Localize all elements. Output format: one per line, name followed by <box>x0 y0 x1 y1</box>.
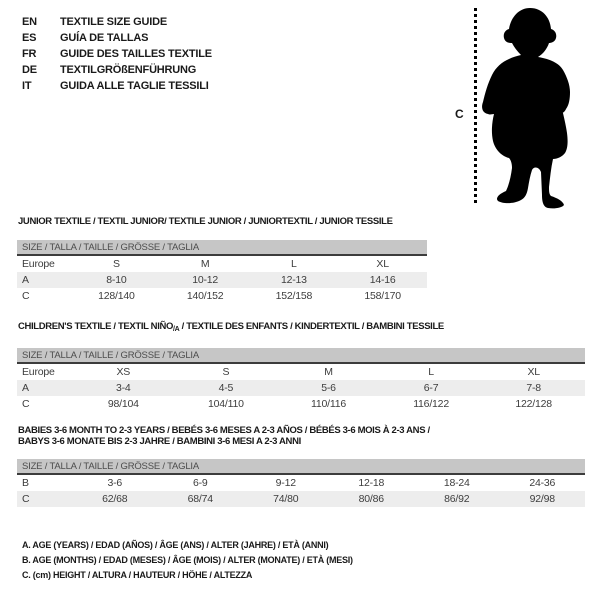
table-cell: 62/68 <box>102 493 128 505</box>
table-title-line <box>18 425 585 436</box>
table-cell: 10-12 <box>192 274 219 286</box>
row-label: C <box>22 290 30 302</box>
table-cell: 104/110 <box>208 398 244 410</box>
table-cell: 116/122 <box>413 398 449 410</box>
table-title-text: /A <box>173 326 180 333</box>
table-title <box>17 321 585 335</box>
table-cell: 92/98 <box>529 493 555 505</box>
table-row <box>17 256 427 272</box>
language-title: GUIDA ALLE TAGLIE TESSILI <box>60 80 209 92</box>
junior-textile-table-section <box>17 216 427 304</box>
row-label: A <box>22 274 29 286</box>
row-label: C <box>22 398 30 410</box>
footnote-line: A. AGE (YEARS) / EDAD (AÑOS) / ÂGE (ANS) / ALTER (JAHRE) / ETÀ (ANNI) <box>22 540 329 550</box>
table-row <box>17 475 585 491</box>
table-cell: 74/80 <box>273 493 299 505</box>
table-row <box>17 380 585 396</box>
height-measure-line <box>474 8 477 206</box>
row-label: C <box>22 493 30 505</box>
table-cell: 8-10 <box>106 274 127 286</box>
language-code: DE <box>22 64 37 76</box>
table-title <box>17 425 585 447</box>
table-cell: 5-6 <box>321 382 336 394</box>
size-header-bar: SIZE / TALLA / TAILLE / GRÖSSE / TAGLIA <box>17 459 585 475</box>
table-title-text: CHILDREN'S TEXTILE / TEXTIL NIÑO <box>18 321 174 332</box>
table-cell: XL <box>376 258 389 270</box>
footnote-line: B. AGE (MONTHS) / EDAD (MESES) / ÂGE (MOIS) / ALTER (MONATE) / ETÀ (MESI) <box>22 555 353 565</box>
language-code: FR <box>22 48 37 60</box>
language-code: ES <box>22 32 37 44</box>
table-cell: 98/104 <box>107 398 139 410</box>
table-row <box>17 272 427 288</box>
table-row <box>17 396 585 412</box>
language-title: TEXTILGRÖßENFÜHRUNG <box>60 64 197 76</box>
table-title-text: BABYS 3-6 MONATE BIS 2-3 JAHRE / BAMBINI 3-6 MESI A 2-3 ANNI <box>18 436 301 447</box>
table-row <box>17 288 427 304</box>
table-cell: M <box>324 366 333 378</box>
table-title-text: / TEXTILE DES ENFANTS / KINDERTEXTIL / BAMBINI TESSILE <box>179 321 444 332</box>
table-cell: 3-4 <box>116 382 131 394</box>
table-cell: S <box>222 366 230 378</box>
row-label: B <box>22 477 29 489</box>
table-cell: 7-8 <box>526 382 541 394</box>
table-title-text: JUNIOR TEXTILE / TEXTIL JUNIOR/ TEXTILE JUNIOR / JUNIORTEXTIL / JUNIOR TESSILE <box>18 216 393 227</box>
language-list <box>22 14 212 94</box>
table-cell: 86/92 <box>444 493 470 505</box>
language-row <box>22 46 212 62</box>
table-cell: XS <box>116 366 131 378</box>
table-cell: 3-6 <box>107 477 123 489</box>
table-row <box>17 491 585 507</box>
table-cell: 68/74 <box>187 493 213 505</box>
table-cell: L <box>291 258 297 270</box>
height-measure-label: C <box>455 107 464 121</box>
table-cell: 6-9 <box>192 477 208 489</box>
language-title: GUIDE DES TAILLES TEXTILE <box>60 48 212 60</box>
table-cell: S <box>112 258 120 270</box>
language-row <box>22 62 212 78</box>
language-row <box>22 30 212 46</box>
table-cell: XL <box>527 366 540 378</box>
table-cell: M <box>200 258 210 270</box>
language-code: IT <box>22 80 32 92</box>
table-title-text: BABIES 3-6 MONTH TO 2-3 YEARS / BEBÉS 3-6 MESES A 2-3 AÑOS / BÉBÉS 3-6 MOIS À 2-3 ANS / <box>18 425 430 436</box>
size-header-bar: SIZE / TALLA / TAILLE / GRÖSSE / TAGLIA <box>17 240 427 256</box>
table-title-line <box>18 436 585 447</box>
table-cell: 80/86 <box>358 493 384 505</box>
size-header-bar: SIZE / TALLA / TAILLE / GRÖSSE / TAGLIA <box>17 348 585 364</box>
footnote-line: C. (cm) HEIGHT / ALTURA / HAUTEUR / HÖHE / ALTEZZA <box>22 570 253 580</box>
row-label: Europe <box>22 366 55 378</box>
table-cell: 140/152 <box>186 290 224 302</box>
table-title-line <box>18 321 585 335</box>
table-cell: 122/128 <box>515 398 552 410</box>
table-cell: 14-16 <box>369 274 396 286</box>
language-code: EN <box>22 16 37 28</box>
table-cell: 12-13 <box>280 274 307 286</box>
language-title: GUÍA DE TALLAS <box>60 32 149 44</box>
language-row <box>22 78 212 94</box>
table-cell: 110/116 <box>310 398 346 410</box>
table-cell: 18-24 <box>443 477 470 489</box>
footnotes <box>22 538 353 583</box>
row-label: A <box>22 382 29 394</box>
children-textile-table-section <box>17 321 585 412</box>
size-table <box>17 348 585 412</box>
table-row <box>17 364 585 380</box>
table-cell: 152/158 <box>275 290 313 302</box>
table-cell: 6-7 <box>423 382 439 394</box>
language-row <box>22 14 212 30</box>
table-cell: 12-18 <box>358 477 385 489</box>
table-cell: L <box>428 366 434 378</box>
table-cell: 4-5 <box>218 382 234 394</box>
language-title: TEXTILE SIZE GUIDE <box>60 16 168 28</box>
table-cell: 158/170 <box>364 290 401 302</box>
table-cell: 128/140 <box>98 290 135 302</box>
baby-silhouette-icon <box>478 0 600 212</box>
row-label: Europe <box>22 258 55 270</box>
size-table <box>17 240 427 304</box>
table-title-line <box>18 216 427 227</box>
size-table <box>17 459 585 507</box>
table-title <box>17 216 427 227</box>
table-cell: 24-36 <box>529 477 556 489</box>
babies-textile-table-section <box>17 425 585 507</box>
table-cell: 9-12 <box>275 477 296 489</box>
